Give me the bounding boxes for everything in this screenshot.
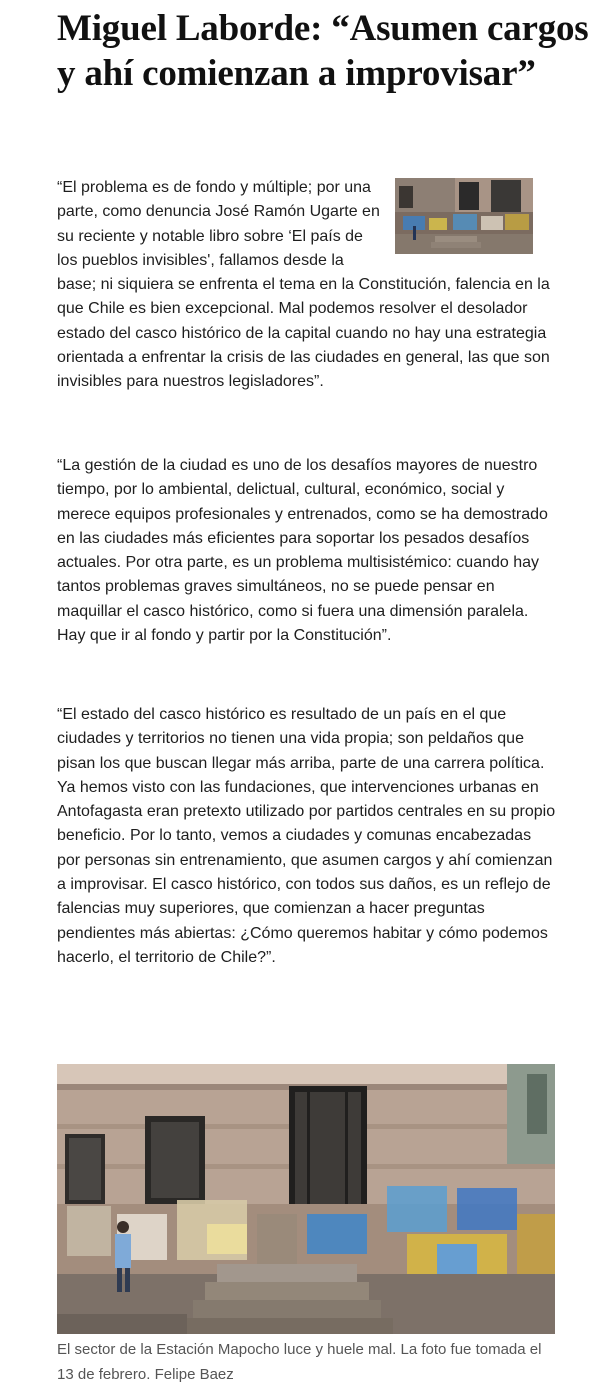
article-headline: Miguel Laborde: “Asumen cargos y ahí comienzan a improvisar”: [57, 8, 589, 94]
estacion-mapocho-graffiti-photo: [57, 1064, 555, 1334]
article-paragraph-2: “La gestión de la ciudad es uno de los desafíos mayores de nuestro tiempo, por lo ambiental, delictual, cultural, económico, social y merece equipos profesionales y entrenados, como se ha demostrado en las ciudades más eficientes para soportar los pesados desafíos actuales. Por otra parte, es un problema multisistémico: cuando hay tantos problemas graves simultáneos, no se puede pensar en maquillar el casco histórico, como si fuera una dimensión paralela. Hay que ir al fondo y partir por la Constitución”.: [57, 457, 548, 645]
thumbnail-photo[interactable]: [395, 178, 533, 254]
paragraph-1-text: “El problema es de fondo y múltiple; por una parte, como denuncia José Ramón Ugarte en su reciente y notable libro sobre ‘El país de los pueblos invisibles', fallamos desde la base; ni siquiera se enfrenta el tema en la Constitución, falencia en la que Chile es bien excepcional. Mal podemos resolver el desolador estado del casco histórico de la capital cuando no hay una estrategia orientada a enfrentar la crisis de las ciudades en general, las que son invisibles para nuestros legisladores”.: [57, 179, 550, 391]
article-paragraph-3: “El estado del casco histórico es resultado de un país en el que ciudades y territorios no tienen una vida propia; son peldaños que pisan los que buscan llegar más arriba, parte de una carrera política. Ya hemos visto con las fundaciones, que intervenciones urbanas en Antofagasta eran pretexto utilizado por partidos centrales en su propio beneficio. Por lo tanto, vemos a ciudades y comunas encabezadas por personas sin entrenamiento, que asumen cargos y ahí comienzan a improvisar. El casco histórico, con todos sus daños, es un reflejo de falencias muy superiores, que comienzan a hacer preguntas pendientes más abiertas: ¿Cómo queremos habitar y cómo podemos hacerlo, el territorio de Chile?”.: [57, 706, 556, 966]
graffiti-building-thumbnail: [395, 178, 533, 254]
photo-caption: El sector de la Estación Mapocho luce y huele mal. La foto fue tomada el 13 de febrero. Felipe Baez: [57, 1341, 542, 1383]
article-paragraph-1: [57, 176, 557, 395]
main-photo[interactable]: [57, 1064, 555, 1334]
